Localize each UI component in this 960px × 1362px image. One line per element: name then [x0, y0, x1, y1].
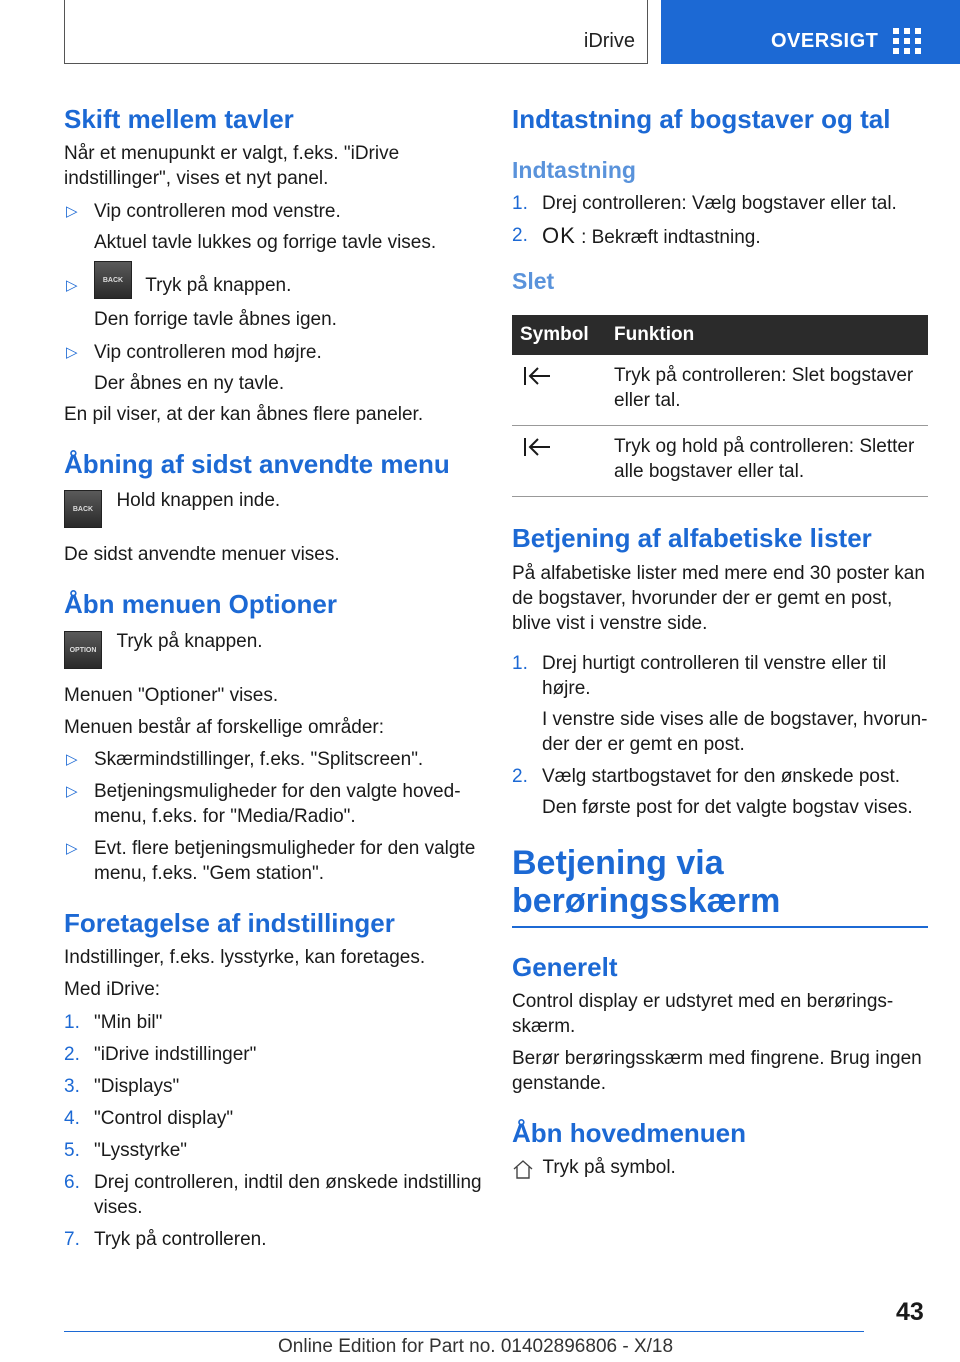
step-number: 5. — [64, 1139, 80, 1161]
step-number: 6. — [64, 1171, 80, 1193]
paragraph: Control display er udstyret med en berøringsskærm. — [512, 990, 894, 1037]
step-text: : Bekræft indtastning. — [581, 226, 761, 248]
section-title: Indtastning af bogstaver og tal — [512, 104, 891, 134]
bullet-item: ▷ Betjeningsmuligheder for den valgte hovedmenu, f.eks. for "Media/Radio". — [64, 779, 484, 829]
bullet-item: ▷ Skærmindstillinger, f.eks. "Splitscreen". — [64, 747, 484, 772]
bullet-subtext: Aktuel tavle lukkes og forrige tavle vises. — [94, 232, 437, 254]
subsection-title: Slet — [512, 267, 555, 294]
step-text: Drej controlleren, indtil den ønskede indstilling vises. — [94, 1171, 482, 1218]
step-item — [64, 1170, 484, 1220]
paragraph: En pil viser, at der kan åbnes flere paneler. — [64, 404, 424, 426]
step-item — [64, 1138, 484, 1163]
backspace-arrow-icon — [522, 436, 552, 458]
grid-icon — [893, 28, 921, 54]
step-number: 1. — [512, 652, 528, 674]
table-cell-function: Tryk på controlleren: Slet bogstaver eller tal. — [606, 355, 928, 426]
step-item — [64, 1042, 484, 1067]
header-section-label: iDrive — [583, 30, 635, 52]
section-title: Åbn menuen Optioner — [64, 589, 337, 620]
section-title: Foretagelse af indstillinger — [64, 907, 395, 938]
step-text: "Min bil" — [94, 1011, 163, 1033]
step-number: 1. — [64, 1011, 80, 1033]
footer-edition: Online Edition for Part no. 01402896806 - X/18 — [278, 1336, 674, 1357]
table-cell-symbol — [512, 355, 606, 426]
header-chapter-label: OVERSIGT — [771, 30, 879, 52]
step-item — [64, 1227, 484, 1252]
symbol-table — [512, 315, 928, 497]
chapter-heading-block — [512, 844, 928, 928]
icon-row-text: Tryk på symbol. — [542, 1157, 676, 1179]
table-header-row — [512, 315, 928, 355]
bullet-subtext: Den forrige tavle åbnes igen. — [94, 309, 337, 331]
table-row — [512, 426, 928, 497]
step-number: 2. — [512, 224, 528, 246]
subsection-title: Indtastning — [512, 157, 636, 184]
paragraph: Når et menupunkt er valgt, f.eks. "iDrive indstillinger", vises et nyt panel. — [64, 143, 400, 190]
step-subtext: Den første post for det valgte bogstav vises. — [542, 796, 913, 818]
bullet-text: ▷ Vip controlleren mod højre. — [94, 342, 322, 364]
section-title: Skift mellem tavler — [64, 104, 294, 134]
chapter-title: Betjening via berøringsskærm — [512, 843, 781, 920]
paragraph: Menuen "Optioner" vises. — [64, 684, 279, 706]
paragraph: De sidst anvendte menuer vises. — [64, 544, 340, 566]
icon-row — [64, 490, 484, 530]
step-text: "iDrive indstillinger" — [94, 1043, 257, 1065]
table-row — [512, 355, 928, 426]
paragraph: Indstillinger, f.eks. lysstyrke, kan foretages. — [64, 946, 426, 968]
header-section-tab[interactable] — [64, 0, 648, 64]
step-list — [64, 1010, 484, 1252]
step-text: "Control display" — [94, 1107, 234, 1129]
home-icon — [512, 1158, 534, 1180]
step-subtext: I venstre side vises alle de bogstaver, hvorunder der er gemt en post. — [542, 708, 928, 755]
section-title: Betjening af alfabetiske lister — [512, 523, 872, 554]
step-item — [64, 1106, 484, 1131]
footer-divider — [64, 1331, 864, 1332]
table-header-symbol: Symbol — [512, 315, 606, 355]
section-title: Åbning af sidst anvendte menu — [64, 449, 450, 480]
step-item — [512, 223, 928, 250]
step-number: 4. — [64, 1107, 80, 1129]
back-button-icon: BACK — [64, 490, 102, 528]
section-title: Generelt — [512, 951, 618, 982]
step-text: Drej hurtigt controlleren til venstre eller til højre. — [542, 652, 887, 699]
bullet-subtext: Der åbnes en ny tavle. — [94, 373, 285, 395]
step-number: 2. — [64, 1043, 80, 1065]
bullet-item: ▷ Evt. flere betjeningsmuligheder for den valgte menu, f.eks. "Gem station". — [64, 836, 484, 886]
paragraph: Med iDrive: — [64, 978, 161, 1000]
step-item — [512, 651, 928, 757]
step-number: 1. — [512, 192, 528, 214]
table-header-function: Funktion — [606, 315, 928, 355]
icon-row-text: Hold knappen inde. — [116, 490, 281, 512]
step-text: Drej controlleren: Vælg bogstaver eller tal. — [542, 192, 897, 214]
paragraph: Menuen består af forskellige områder: — [64, 716, 384, 738]
table-cell-symbol — [512, 426, 606, 497]
right-column — [512, 100, 928, 1183]
step-text: Tryk på controlleren. — [94, 1228, 267, 1250]
icon-row — [64, 631, 484, 671]
back-button-icon: BACK — [94, 261, 132, 299]
step-text: "Lysstyrke" — [94, 1139, 188, 1161]
table-cell-function: Tryk og hold på controlleren: Sletter alle bogstaver eller tal. — [606, 426, 928, 497]
header-chapter-tab[interactable] — [661, 0, 960, 64]
step-number: 7. — [64, 1228, 80, 1250]
left-column — [64, 100, 484, 1252]
bullet-item — [64, 199, 484, 255]
icon-row-text: Tryk på knappen. — [116, 630, 263, 652]
option-button-icon: OPTION — [64, 631, 102, 669]
backspace-arrow-icon — [522, 365, 552, 387]
step-item — [64, 1010, 484, 1035]
step-text: Vælg startbogstavet for den ønskede post. — [542, 765, 901, 787]
step-item — [512, 191, 928, 216]
step-item — [64, 1074, 484, 1099]
step-number: 3. — [64, 1075, 80, 1097]
bullet-text: Tryk på knappen. — [145, 275, 292, 297]
paragraph: Berør berøringsskærm med fingrene. Brug ingen genstande. — [512, 1047, 922, 1094]
page-number: 43 — [896, 1298, 924, 1326]
bullet-text: ▷ Vip controlleren mod venstre. — [94, 201, 341, 223]
section-title: Åbn hovedmenuen — [512, 1117, 747, 1148]
ok-symbol-icon: OK — [542, 222, 576, 248]
paragraph: På alfabetiske lister med mere end 30 poster kan de bogstaver, hvorunder der er gemt en post, blive vist i venstre side. — [512, 562, 925, 634]
icon-row — [512, 1157, 928, 1183]
step-text: "Displays" — [94, 1075, 180, 1097]
step-item — [512, 764, 928, 820]
bullet-item — [64, 340, 484, 396]
step-number: 2. — [512, 765, 528, 787]
bullet-item — [64, 273, 484, 332]
